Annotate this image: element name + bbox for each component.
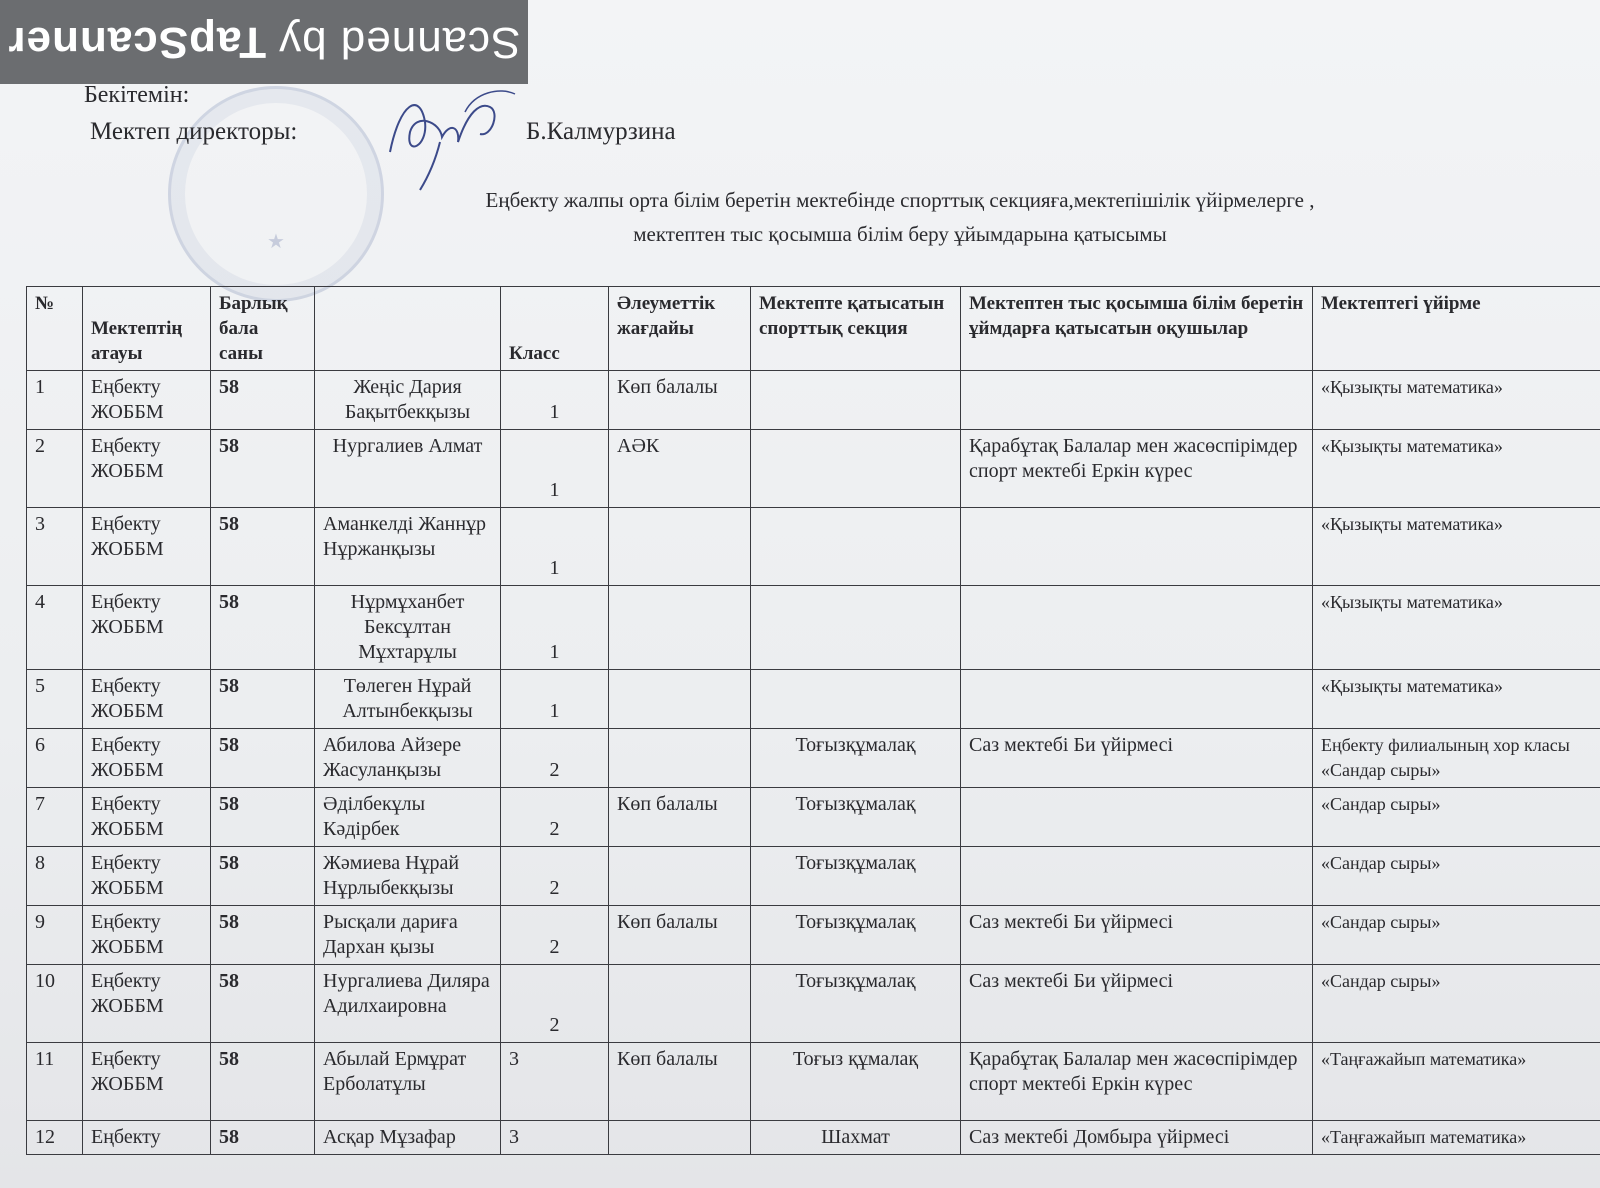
cell-club: «Таңғажайып математика» <box>1313 1121 1600 1155</box>
header-extra: Мектептен тыс қосымша білім беретін ұймдарға қатысатын оқушылар <box>961 287 1313 371</box>
cell-class: 2 <box>501 906 609 965</box>
cell-sport: Тоғызқұмалақ <box>751 788 961 847</box>
cell-class: 2 <box>501 788 609 847</box>
cell-school: Еңбекту ЖОББМ <box>83 670 211 729</box>
cell-extra <box>961 788 1313 847</box>
table-header-row <box>27 287 1600 371</box>
cell-no: 12 <box>27 1121 83 1155</box>
signature-scribble <box>380 82 520 192</box>
cell-school: Еңбекту ЖОББМ <box>83 847 211 906</box>
cell-social <box>609 586 751 670</box>
cell-total: 58 <box>211 965 315 1043</box>
cell-name: Нургалиева Диляра Адилхаировна <box>315 965 501 1043</box>
cell-total: 58 <box>211 430 315 508</box>
cell-extra: Қарабұтақ Балалар мен жасөспірімдер спорт мектебі Еркін күрес <box>961 430 1313 508</box>
approval-label: Бекітемін: <box>84 82 190 108</box>
cell-club: «Сандар сыры» <box>1313 847 1600 906</box>
cell-social: АӘК <box>609 430 751 508</box>
cell-club: «Сандар сыры» <box>1313 965 1600 1043</box>
header-club: Мектептегі үйірме <box>1313 287 1600 371</box>
cell-total: 58 <box>211 847 315 906</box>
cell-club: «Қызықты математика» <box>1313 430 1600 508</box>
cell-name: Абылай Ермұрат Ерболатұлы <box>315 1043 501 1121</box>
cell-extra <box>961 586 1313 670</box>
director-name: Б.Калмурзина <box>526 118 676 145</box>
cell-sport: Тоғызқұмалақ <box>751 847 961 906</box>
cell-school: Еңбекту <box>83 1121 211 1155</box>
cell-school: Еңбекту ЖОББМ <box>83 788 211 847</box>
document-title-line1: Еңбекту жалпы орта білім беретін мектебінде спорттық секцияға,мектепішілік үйірмелерге , <box>485 188 1315 212</box>
cell-class: 1 <box>501 508 609 586</box>
cell-club: «Қызықты математика» <box>1313 371 1600 430</box>
table-row <box>27 729 1600 788</box>
cell-total: 58 <box>211 670 315 729</box>
cell-total: 58 <box>211 906 315 965</box>
cell-school: Еңбекту ЖОББМ <box>83 1043 211 1121</box>
cell-extra: Саз мектебі Би үйірмесі <box>961 906 1313 965</box>
seal-star-icon: ★ <box>267 231 285 253</box>
cell-school: Еңбекту ЖОББМ <box>83 371 211 430</box>
cell-school: Еңбекту ЖОББМ <box>83 508 211 586</box>
table-row <box>27 586 1600 670</box>
cell-school: Еңбекту ЖОББМ <box>83 965 211 1043</box>
cell-class: 1 <box>501 371 609 430</box>
header-name <box>315 287 501 371</box>
cell-social <box>609 508 751 586</box>
cell-sport <box>751 430 961 508</box>
cell-social: Көп балалы <box>609 371 751 430</box>
cell-sport: Тоғызқұмалақ <box>751 729 961 788</box>
cell-name: Аманкелді Жаннұр Нұржанқызы <box>315 508 501 586</box>
cell-total: 58 <box>211 508 315 586</box>
cell-social <box>609 1121 751 1155</box>
header-sport: Мектепте қатысатын спорттық секция <box>751 287 961 371</box>
banner-prefix: Scanned by <box>278 18 521 67</box>
cell-social: Көп балалы <box>609 1043 751 1121</box>
cell-no: 2 <box>27 430 83 508</box>
cell-name: Жеңіс Дария Бақытбекқызы <box>315 371 501 430</box>
cell-club: «Сандар сыры» <box>1313 788 1600 847</box>
cell-name: Асқар Мұзафар <box>315 1121 501 1155</box>
cell-total: 58 <box>211 586 315 670</box>
cell-club: «Қызықты математика» <box>1313 508 1600 586</box>
table-row <box>27 430 1600 508</box>
table-row <box>27 847 1600 906</box>
cell-total: 58 <box>211 371 315 430</box>
cell-extra <box>961 670 1313 729</box>
cell-name: Төлеген Нұрай Алтынбекқызы <box>315 670 501 729</box>
header-no: № <box>27 287 83 371</box>
cell-club: «Сандар сыры» <box>1313 906 1600 965</box>
cell-social: Көп балалы <box>609 906 751 965</box>
document-title-line2: мектептен тыс қосымша білім беру ұйымдарына қатысымы <box>633 222 1167 246</box>
cell-total: 58 <box>211 788 315 847</box>
banner-brand: TapScanner <box>7 18 267 67</box>
cell-school: Еңбекту ЖОББМ <box>83 430 211 508</box>
cell-name: Нургалиев Алмат <box>315 430 501 508</box>
cell-class: 3 <box>501 1043 609 1121</box>
cell-no: 5 <box>27 670 83 729</box>
cell-social <box>609 670 751 729</box>
cell-sport <box>751 670 961 729</box>
table-row <box>27 371 1600 430</box>
cell-no: 7 <box>27 788 83 847</box>
cell-sport: Тоғызқұмалақ <box>751 965 961 1043</box>
cell-extra: Саз мектебі Би үйірмесі <box>961 965 1313 1043</box>
cell-social <box>609 847 751 906</box>
cell-name: Әділбекұлы Кәдірбек <box>315 788 501 847</box>
cell-school: Еңбекту ЖОББМ <box>83 586 211 670</box>
cell-no: 8 <box>27 847 83 906</box>
header-social: Әлеуметтік жағдайы <box>609 287 751 371</box>
cell-sport: Шахмат <box>751 1121 961 1155</box>
cell-total: 58 <box>211 729 315 788</box>
header-school: Мектептің атауы <box>83 287 211 371</box>
cell-no: 10 <box>27 965 83 1043</box>
cell-extra <box>961 371 1313 430</box>
cell-class: 3 <box>501 1121 609 1155</box>
table-row <box>27 788 1600 847</box>
cell-social: Көп балалы <box>609 788 751 847</box>
cell-name: Рысқали дариға Дархан қызы <box>315 906 501 965</box>
cell-no: 4 <box>27 586 83 670</box>
cell-school: Еңбекту ЖОББМ <box>83 729 211 788</box>
table-row <box>27 906 1600 965</box>
cell-social <box>609 729 751 788</box>
cell-club: «Қызықты математика» <box>1313 586 1600 670</box>
table-row <box>27 1121 1600 1155</box>
cell-total: 58 <box>211 1121 315 1155</box>
cell-sport: Тоғыз құмалақ <box>751 1043 961 1121</box>
cell-sport <box>751 508 961 586</box>
header-class: Класс <box>501 287 609 371</box>
cell-no: 3 <box>27 508 83 586</box>
cell-extra: Саз мектебі Домбыра үйірмесі <box>961 1121 1313 1155</box>
cell-school: Еңбекту ЖОББМ <box>83 906 211 965</box>
cell-social <box>609 965 751 1043</box>
cell-class: 1 <box>501 430 609 508</box>
cell-club: «Қызықты математика» <box>1313 670 1600 729</box>
cell-sport <box>751 371 961 430</box>
cell-class: 2 <box>501 965 609 1043</box>
cell-class: 1 <box>501 670 609 729</box>
cell-name: Нұрмұханбет Бексұлтан Мұхтарұлы <box>315 586 501 670</box>
cell-club: «Таңғажайып математика» <box>1313 1043 1600 1121</box>
participation-table <box>26 286 1600 1155</box>
scanner-watermark-banner <box>0 0 528 84</box>
cell-club: Еңбекту филиалының хор класы «Сандар сыры» <box>1313 729 1600 788</box>
cell-name: Жәмиева Нұрай Нұрлыбекқызы <box>315 847 501 906</box>
header-total: Барлық бала саны <box>211 287 315 371</box>
cell-sport <box>751 586 961 670</box>
table-row <box>27 1043 1600 1121</box>
cell-name: Абилова Айзере Жасуланқызы <box>315 729 501 788</box>
cell-extra: Саз мектебі Би үйірмесі <box>961 729 1313 788</box>
cell-no: 9 <box>27 906 83 965</box>
table-row <box>27 670 1600 729</box>
cell-extra <box>961 847 1313 906</box>
cell-class: 2 <box>501 729 609 788</box>
cell-no: 6 <box>27 729 83 788</box>
cell-no: 11 <box>27 1043 83 1121</box>
cell-class: 2 <box>501 847 609 906</box>
cell-extra <box>961 508 1313 586</box>
cell-total: 58 <box>211 1043 315 1121</box>
table-row <box>27 508 1600 586</box>
director-role: Мектеп директоры: <box>90 118 298 145</box>
table-row <box>27 965 1600 1043</box>
cell-sport: Тоғызқұмалақ <box>751 906 961 965</box>
cell-no: 1 <box>27 371 83 430</box>
cell-class: 1 <box>501 586 609 670</box>
cell-extra: Қарабұтақ Балалар мен жасөспірімдер спорт мектебі Еркін күрес <box>961 1043 1313 1121</box>
